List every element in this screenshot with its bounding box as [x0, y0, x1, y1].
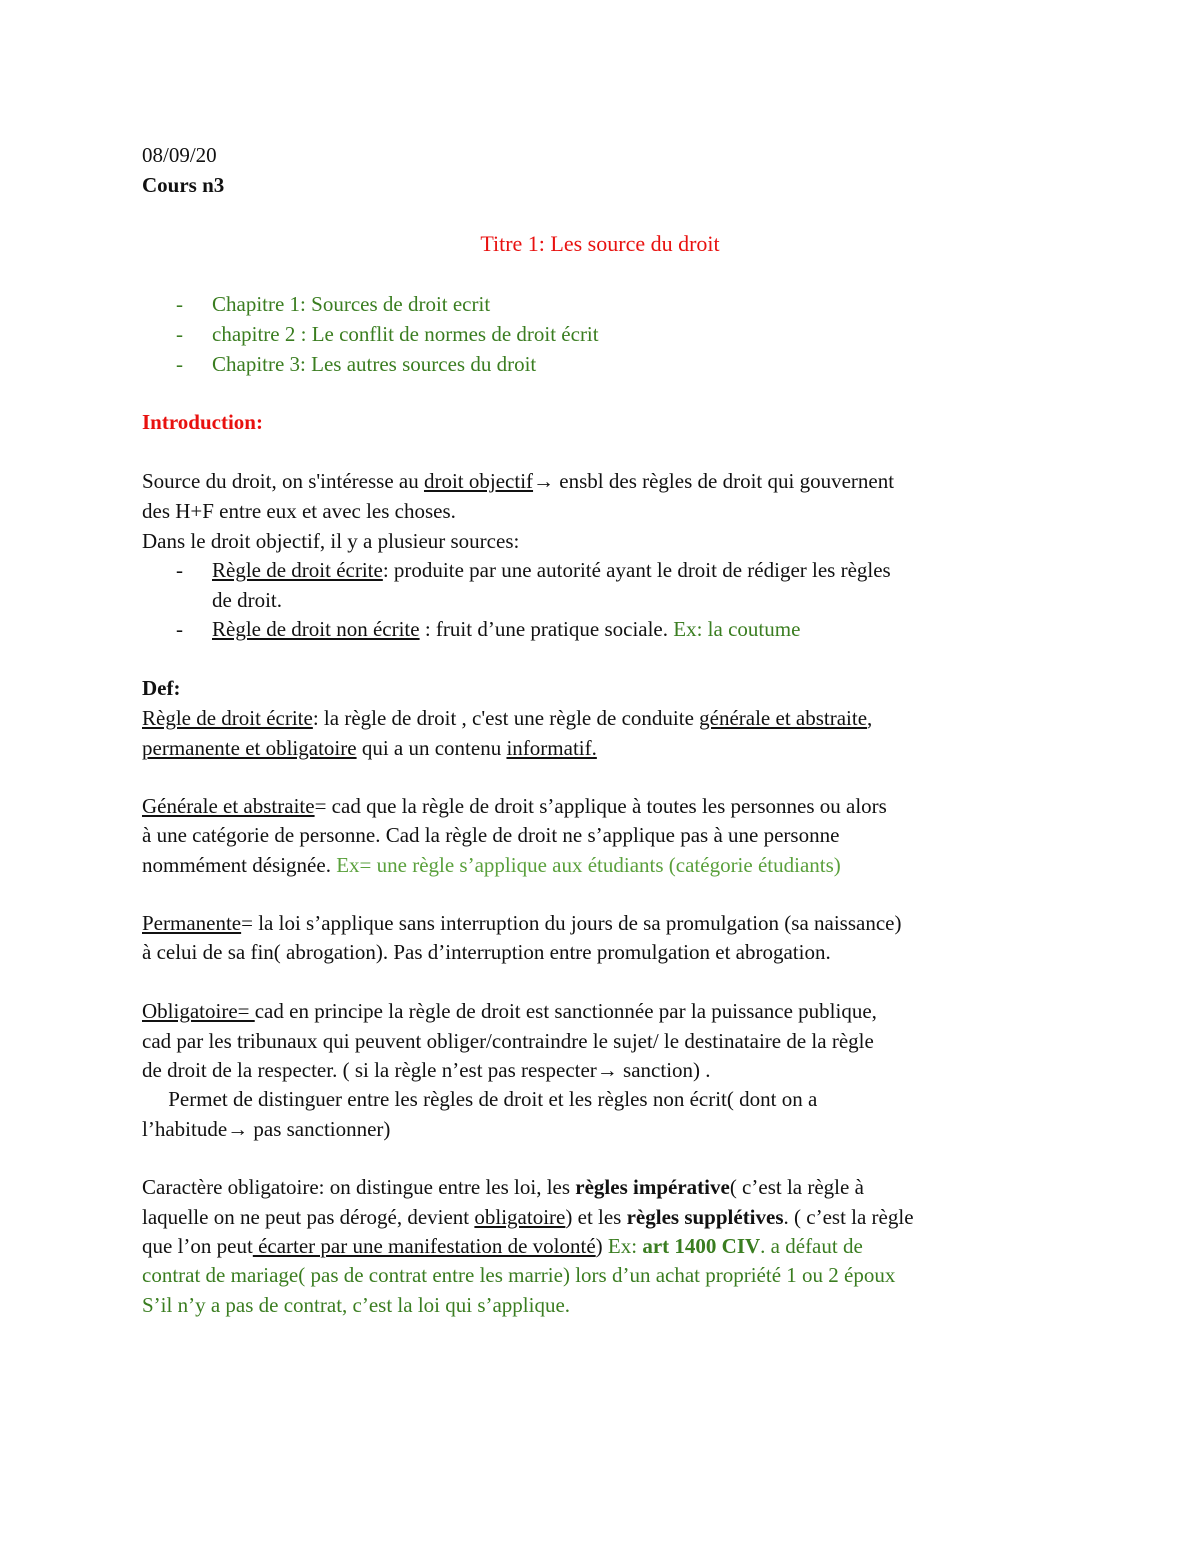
term: Règle de droit écrite — [142, 706, 313, 730]
term-regle-non-ecrite: Règle de droit non écrite — [212, 617, 420, 641]
example-coutume: Ex: la coutume — [673, 617, 801, 641]
term: générale et abstraite — [699, 706, 868, 730]
generale-line: à une catégorie de personne. Cad la règle de droit ne s’applique pas à une personne — [142, 823, 840, 847]
example-line: S’il n’y a pas de contrat, c’est la loi qui s’applique. — [142, 1293, 571, 1317]
term: informatif. — [506, 736, 597, 760]
text-run: . ( c’est la règle — [783, 1205, 914, 1229]
introduction-heading: Introduction: — [142, 410, 263, 434]
def-heading: Def: — [142, 676, 181, 700]
chapter-item: Chapitre 1: Sources de droit ecrit — [212, 292, 491, 316]
text-run: = la loi s’applique sans interruption du jours de sa promulgation (sa naissance) — [241, 911, 902, 935]
example-etudiants: Ex= une règle s’applique aux étudiants (catégorie étudiants) — [336, 853, 841, 877]
text-run: : la règle de droit , c'est une règle de conduite — [312, 706, 700, 730]
bullet-marker: - — [176, 352, 183, 376]
def-line — [142, 703, 1140, 733]
course-number: Cours n3 — [142, 173, 225, 197]
chapter-item: Chapitre 3: Les autres sources du droit — [212, 352, 537, 376]
term-regles-imperatives: règles impérative — [575, 1175, 730, 1199]
intro-paragraph-line: Dans le droit objectif, il y a plusieur sources: — [142, 529, 520, 553]
date: 08/09/20 — [142, 143, 217, 167]
text-run: : produite par une autorité ayant le droit de rédiger les règles — [382, 558, 891, 582]
permanente-line — [142, 908, 1140, 938]
term: Générale et abstraite — [142, 794, 315, 818]
text-run: ( c’est la règle à — [729, 1175, 864, 1199]
article-reference: art 1400 CIV — [642, 1234, 761, 1258]
bullet-marker: - — [176, 558, 183, 582]
source-item-continued: de droit. — [212, 588, 282, 612]
generale-line — [142, 791, 1140, 821]
intro-paragraph-line — [142, 466, 1140, 496]
text-run: ) — [595, 1234, 608, 1258]
example-label: Ex: — [607, 1234, 643, 1258]
text-run: : fruit d’une pratique sociale. — [419, 617, 674, 641]
obligatoire-line: de droit de la respecter. ( si la règle n’est pas respecter→ sanction) . — [142, 1058, 711, 1082]
caractere-line — [142, 1172, 1140, 1202]
permanente-line: à celui de sa fin( abrogation). Pas d’interruption entre promulgation et abrogation. — [142, 940, 831, 964]
caractere-line — [142, 1202, 1140, 1232]
main-title: Titre 1: Les source du droit — [480, 231, 720, 256]
text-run: qui a un contenu — [356, 736, 507, 760]
text-run: que l’on peut — [142, 1234, 253, 1258]
term: permanente et obligatoire — [142, 736, 357, 760]
obligatoire-line: Permet de distinguer entre les règles de droit et les règles non écrit( dont on a — [142, 1087, 818, 1111]
bullet-marker: - — [176, 617, 183, 641]
text-run: laquelle on ne peut pas dérogé, devient — [142, 1205, 475, 1229]
text-run: ) et les — [565, 1205, 627, 1229]
caractere-line — [142, 1231, 1140, 1261]
term: Obligatoire= — [142, 999, 255, 1023]
term-droit-objectif: droit objectif — [423, 469, 534, 493]
intro-paragraph-line: des H+F entre eux et avec les choses. — [142, 499, 456, 523]
text-run: Caractère obligatoire: on distingue entre les loi, les — [142, 1175, 576, 1199]
text-run: cad en principe la règle de droit est sanctionnée par la puissance publique, — [254, 999, 877, 1023]
obligatoire-line — [142, 996, 1140, 1026]
term: Permanente — [142, 911, 242, 935]
term-regle-ecrite: Règle de droit écrite — [212, 558, 383, 582]
bullet-marker: - — [176, 322, 183, 346]
generale-line — [142, 850, 1140, 880]
example-line: contrat de mariage( pas de contrat entre les marrie) lors d’un achat propriété 1 ou 2 époux — [142, 1263, 896, 1287]
source-item — [212, 555, 1140, 585]
def-line — [142, 733, 1140, 763]
text-run: = cad que la règle de droit s’applique à toutes les personnes ou alors — [314, 794, 887, 818]
obligatoire-line: l’habitude→ pas sanctionner) — [142, 1117, 391, 1141]
obligatoire-line: cad par les tribunaux qui peuvent obliger/contraindre le sujet/ le destinataire de la règle — [142, 1029, 874, 1053]
term: obligatoire — [474, 1205, 566, 1229]
example-text: . a défaut de — [760, 1234, 863, 1258]
text-run: Source du droit, on s'intéresse au — [142, 469, 424, 493]
text-run: , — [867, 706, 873, 730]
term: écarter par une manifestation de volonté — [252, 1234, 596, 1258]
text-run: nommément désignée. — [142, 853, 337, 877]
source-item — [212, 614, 1140, 644]
chapter-item: chapitre 2 : Le conflit de normes de droit écrit — [212, 322, 599, 346]
bullet-marker: - — [176, 292, 183, 316]
term-regles-suppletives: règles supplétives — [626, 1205, 784, 1229]
text-run: → ensbl des règles de droit qui gouvernent — [533, 469, 895, 493]
